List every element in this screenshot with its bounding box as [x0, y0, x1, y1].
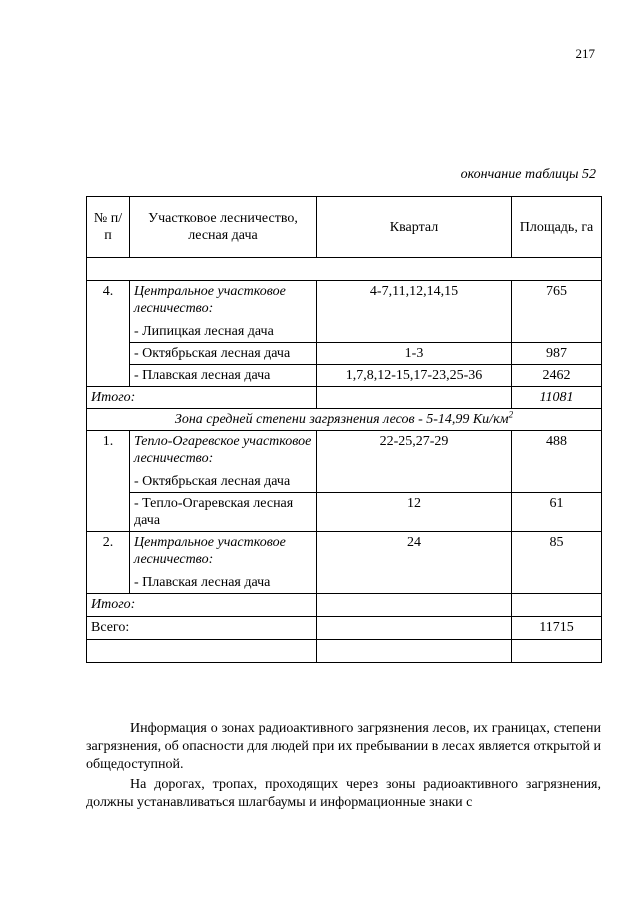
- forest-name: - Плавская лесная дача: [134, 575, 271, 590]
- table-row-empty: [87, 258, 602, 281]
- district-name: Тепло-Огаревское участковое лесничество:: [134, 434, 312, 466]
- row-quarter: 24: [317, 532, 512, 594]
- table-row: [87, 343, 602, 365]
- row-area: 488: [512, 431, 602, 493]
- page-number: 217: [575, 46, 595, 61]
- row-number: 2.: [87, 532, 130, 594]
- subtotal-label: Итого:: [87, 387, 317, 409]
- forest-name: - Тепло-Огаревская лесная дача: [130, 493, 317, 532]
- row-area: 61: [512, 493, 602, 532]
- subtotal-label: Итого:: [87, 594, 317, 617]
- row-district-cell: [130, 281, 317, 343]
- header-district: Участковое лесничество, лесная дача: [130, 197, 317, 258]
- district-name: Центральное участковое лесничество:: [134, 535, 286, 567]
- zone-title: Зона средней степени загрязнения лесов - 5-14,99 $Ки/км^2$: [87, 409, 602, 431]
- row-quarter: 1,7,8,12-15,17-23,25-36: [317, 365, 512, 387]
- row-district-cell: [130, 431, 317, 493]
- row-district-cell: [130, 532, 317, 594]
- forest-name: - Липицкая лесная дача: [134, 324, 274, 339]
- row-area: 765: [512, 281, 602, 343]
- total-area: 11715: [512, 617, 602, 640]
- row-quarter: 1-3: [317, 343, 512, 365]
- table-continuation-caption: окончание таблицы 52: [460, 167, 596, 182]
- subtotal-row: [87, 387, 602, 409]
- zone-title-row: [87, 409, 602, 431]
- paragraph-info: Информация о зонах радиоактивного загрязнения лесов, их границах, степени загрязнения, об опасности для людей при их пребывании в лесах является открытой и общедоступной.: [86, 721, 601, 772]
- row-quarter: 4-7,11,12,14,15: [317, 281, 512, 343]
- header-number: № п/п: [87, 197, 130, 258]
- paragraph-roads: На дорогах, тропах, проходящих через зоны радиоактивного загрязнения, должны устанавливаться шлагбаумы и информационные знаки с: [86, 777, 601, 810]
- row-quarter: 22-25,27-29: [317, 431, 512, 493]
- forest-name: - Плавская лесная дача: [130, 365, 317, 387]
- forest-contamination-table: [86, 196, 602, 663]
- row-area: 987: [512, 343, 602, 365]
- table-row: [87, 281, 602, 343]
- table-row: [87, 532, 602, 594]
- subtotal-row: [87, 594, 602, 617]
- table-row-empty: [87, 640, 602, 663]
- forest-name: - Октябрьская лесная дача: [130, 343, 317, 365]
- row-quarter: 12: [317, 493, 512, 532]
- subtotal-area: 11081: [512, 387, 602, 409]
- total-row: [87, 617, 602, 640]
- row-area: 2462: [512, 365, 602, 387]
- table-header-row: [87, 197, 602, 258]
- row-number: 1.: [87, 431, 130, 532]
- total-label: Всего:: [87, 617, 317, 640]
- forest-name: - Октябрьская лесная дача: [134, 474, 291, 489]
- table-row: [87, 493, 602, 532]
- table-row: [87, 365, 602, 387]
- row-number: 4.: [87, 281, 130, 387]
- header-quarter: Квартал: [317, 197, 512, 258]
- row-area: 85: [512, 532, 602, 594]
- district-name: Центральное участковое лесничество:: [134, 284, 286, 316]
- table-row: [87, 431, 602, 493]
- header-area: Площадь, га: [512, 197, 602, 258]
